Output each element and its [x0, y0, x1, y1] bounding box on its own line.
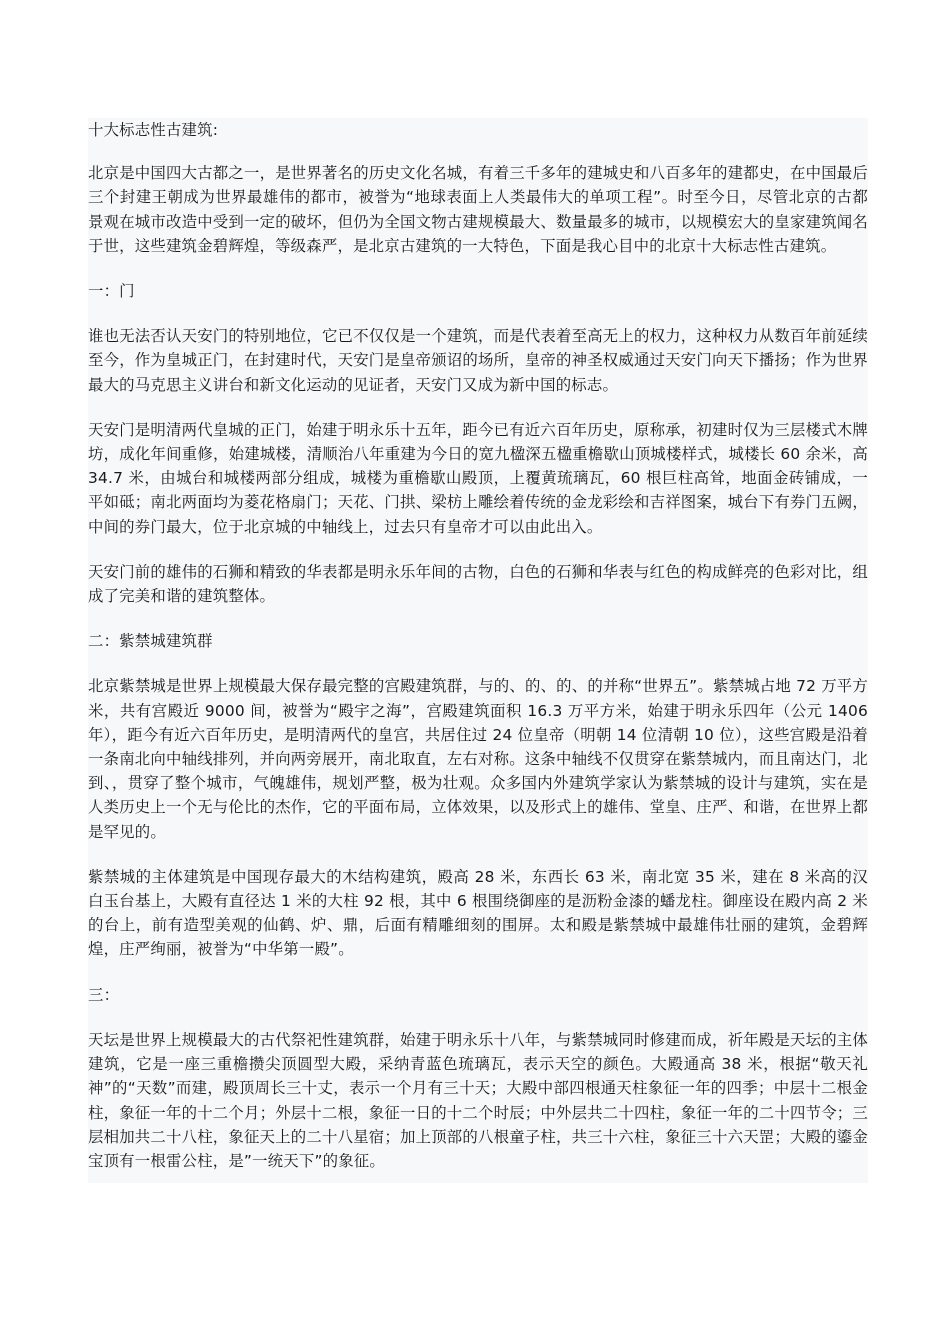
section-3-paragraph-1: 天坛是世界上规模最大的古代祭祀性建筑群，始建于明永乐十八年，与紫禁城同时修建而成，祈年殿是天坛的主体建筑，它是一座三重檐攒尖顶圆型大殿，采纳青蓝色琉璃瓦，表示天空的颜色。大殿通高 38 米，根据“敬天礼神”的“天数”而建，殿顶周长三十丈，表示一个月有三十天；大殿中部四根通天柱象征一年的四季；中层十二根金柱，象征一年的十二个月；外层十二根，象征一日的十二个时辰；中外层共二十四柱，象征一年的二十四节令；三层相加共二十八柱，象征天上的二十八星宿；加上顶部的八根童子柱，共三十六柱，象征三十六天罡；大殿的鎏金宝顶有一根雷公柱，是”一统天下”的象征。	[88, 1030, 868, 1170]
section-1-paragraph-3: 天安门前的雄伟的石狮和精致的华表都是明永乐年间的古物，白色的石狮和华表与红色的构成鲜亮的色彩对比，组成了完美和谐的建筑整体。	[88, 562, 868, 606]
section-1-paragraph-2: 天安门是明清两代皇城的正门，始建于明永乐十五年，距今已有近六百年历史，原称承，初建时仅为三层楼式木牌坊，成化年间重修，始建城楼，清顺治八年重建为今日的宽九楹深五楹重檐歇山顶城楼样式，城楼长 60 余米，高 34.7 米，由城台和城楼两部分组成，城楼为重檐歇山殿顶，上覆黄琉璃瓦，60 根巨柱高耸，地面金砖铺成，一平如砥；南北两面均为菱花格扇门；天花、门拱、梁枋上雕绘着传统的金龙彩绘和吉祥图案，城台下有券门五阙，中间的券门最大，位于北京城的中轴线上，过去只有皇帝才可以由此出入。	[88, 420, 868, 536]
section-heading-1: 一：门	[88, 282, 135, 301]
document-page	[88, 118, 868, 1183]
section-heading-2: 二：紫禁城建筑群	[88, 632, 213, 651]
document-title: 十大标志性古建筑:	[88, 121, 219, 139]
section-2-paragraph-1: 北京紫禁城是世界上规模最大保存最完整的宫殿建筑群，与的、的、的、的并称“世界五”。紫禁城占地 72 万平方米，共有宫殿近 9000 间，被誉为“殿宇之海”，宫殿建筑面积 16.3 万平方米，始建于明永乐四年（公元 1406 年），距今有近六百年历史，是明清两代的皇宫，共居住过 24 位皇帝（明朝 14 位清朝 10 位），这些宫殿是沿着一条南北向中轴线排列，并向两旁展开，南北取直，左右对称。这条中轴线不仅贯穿在紫禁城内，而且南达门，北到、，贯穿了整个城市，气魄雄伟，规划严整，极为壮观。众多国内外建筑学家认为紫禁城的设计与建筑，实在是人类历史上一个无与伦比的杰作，它的平面布局，立体效果，以及形式上的雄伟、堂皇、庄严、和谐，在世界上都是罕见的。	[88, 677, 868, 841]
section-2-paragraph-2: 紫禁城的主体建筑是中国现存最大的木结构建筑，殿高 28 米，东西长 63 米，南北宽 35 米，建在 8 米高的汉白玉台基上，大殿有直径达 1 米的大柱 92 根，其中 6 根围绕御座的是沥粉金漆的蟠龙柱。御座设在殿内高 2 米的台上，前有造型美观的仙鹤、炉、鼎，后面有精雕细刻的围屏。太和殿是紫禁城中最雄伟壮丽的建筑，金碧辉煌，庄严绚丽，被誉为“中华第一殿”。	[88, 867, 868, 959]
section-1-paragraph-1: 谁也无法否认天安门的特别地位，它已不仅仅是一个建筑，而是代表着至高无上的权力，这种权力从数百年前延续至今，作为皇城正门，在封建时代，天安门是皇帝颁诏的场所，皇帝的神圣权威通过天安门向天下播扬；作为世界最大的马克思主义讲台和新文化运动的见证者，天安门又成为新中国的标志。	[88, 327, 868, 394]
section-heading-3: 三：	[88, 985, 120, 1004]
intro-paragraph: 北京是中国四大古都之一，是世界著名的历史文化名城，有着三千多年的建城史和八百多年的建都史，在中国最后三个封建王朝成为世界最雄伟的都市，被誉为“地球表面上人类最伟大的单项工程”。时至今日，尽管北京的古都景观在城市改造中受到一定的破坏，但仍为全国文物古建规模最大、数量最多的城市，以规模宏大的皇家建筑闻名于世，这些建筑金碧辉煌，等级森严，是北京古建筑的一大特色，下面是我心目中的北京十大标志性古建筑。	[88, 164, 868, 255]
